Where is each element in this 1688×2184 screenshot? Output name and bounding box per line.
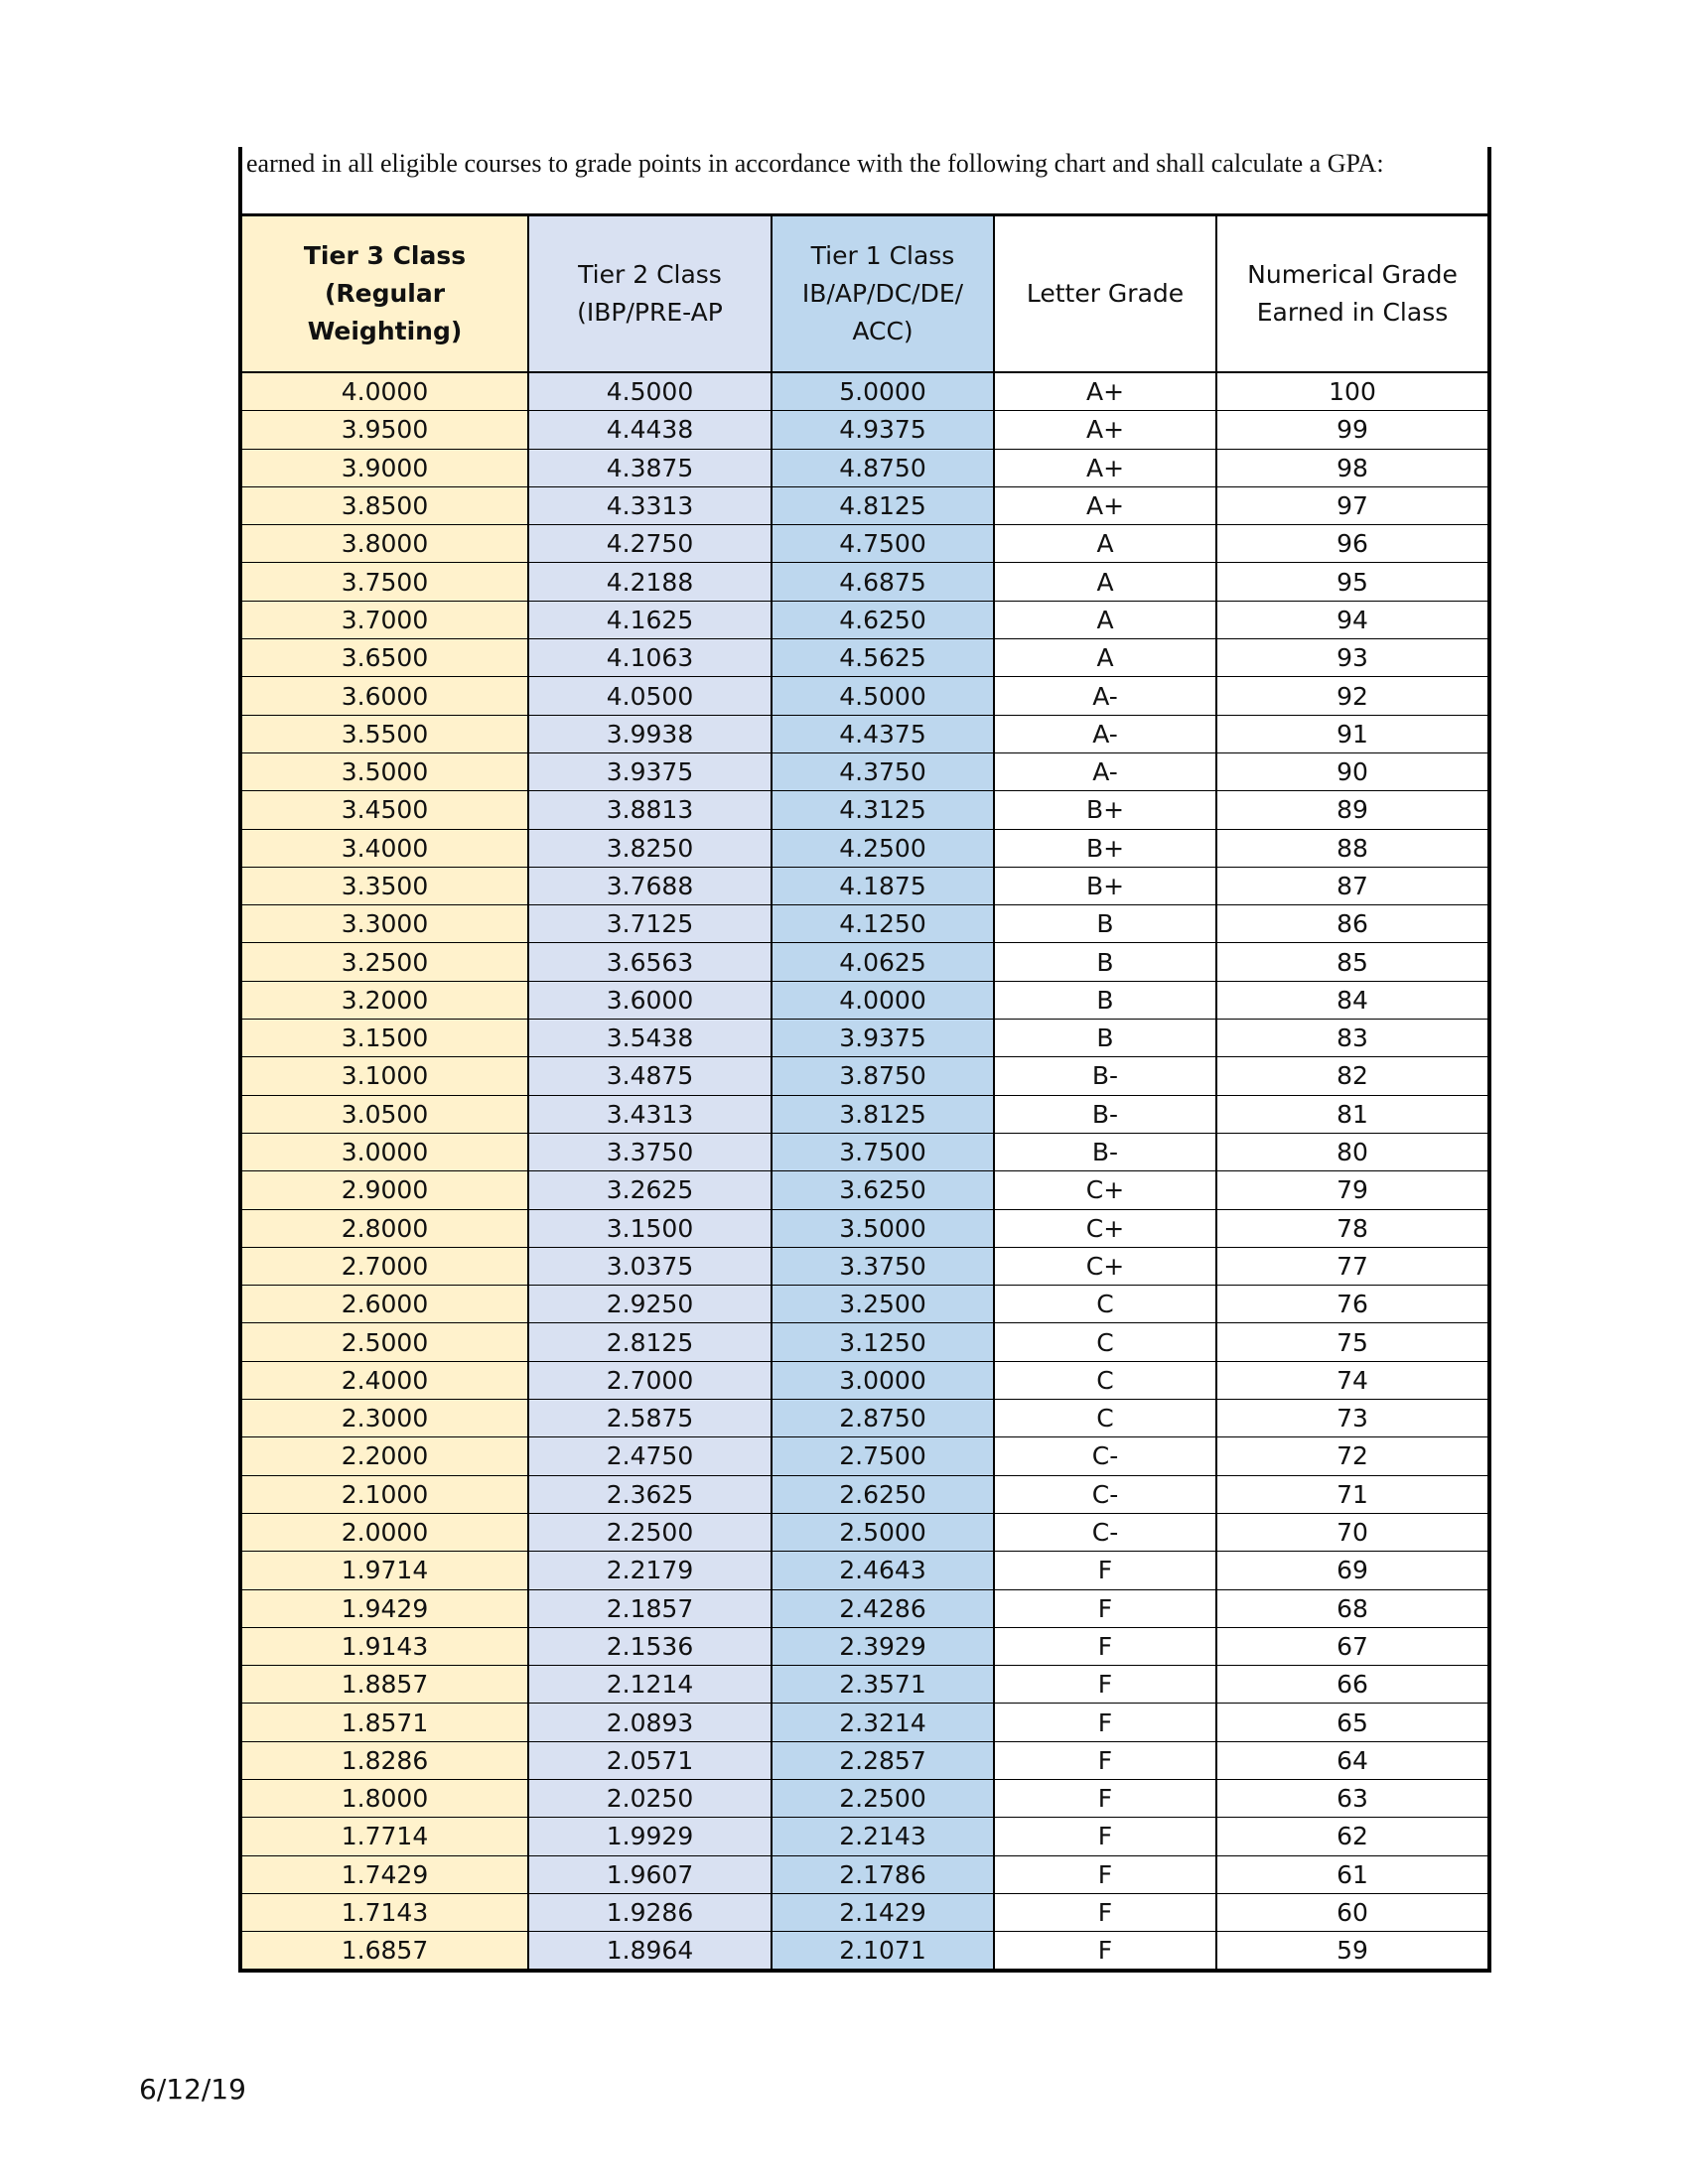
- tier1-value: 4.9375: [772, 411, 994, 449]
- tier2-value: 2.0571: [528, 1741, 772, 1779]
- tier2-value: 3.6000: [528, 981, 772, 1019]
- numerical-grade: 83: [1216, 1020, 1487, 1057]
- table-row: [242, 1286, 1487, 1323]
- tier2-value: 2.2179: [528, 1552, 772, 1589]
- tier2-value: 2.3625: [528, 1475, 772, 1513]
- tier3-value: 3.7500: [242, 563, 528, 601]
- tier1-value: 4.3750: [772, 752, 994, 790]
- letter-grade: A+: [994, 411, 1216, 449]
- numerical-grade: 88: [1216, 829, 1487, 867]
- footer-date: 6/12/19: [139, 2073, 246, 2106]
- numerical-grade: 62: [1216, 1818, 1487, 1855]
- letter-grade: F: [994, 1666, 1216, 1704]
- numerical-grade: 65: [1216, 1704, 1487, 1741]
- table-row: [242, 1400, 1487, 1437]
- letter-grade: C+: [994, 1209, 1216, 1247]
- tier3-value: 3.3500: [242, 867, 528, 904]
- tier1-value: 3.9375: [772, 1020, 994, 1057]
- tier1-value: 4.5000: [772, 677, 994, 715]
- tier2-value: 3.3750: [528, 1133, 772, 1170]
- tier1-value: 2.2143: [772, 1818, 994, 1855]
- table-row: [242, 1627, 1487, 1665]
- numerical-grade: 90: [1216, 752, 1487, 790]
- table-row: [242, 752, 1487, 790]
- table-row: [242, 525, 1487, 563]
- tier3-value: 2.9000: [242, 1171, 528, 1209]
- tier3-value: 1.9714: [242, 1552, 528, 1589]
- table-row: [242, 943, 1487, 981]
- tier2-value: 4.2188: [528, 563, 772, 601]
- letter-grade: F: [994, 1589, 1216, 1627]
- tier1-value: 3.7500: [772, 1133, 994, 1170]
- letter-grade: B-: [994, 1057, 1216, 1095]
- tier3-value: 2.4000: [242, 1361, 528, 1399]
- tier2-value: 4.3313: [528, 486, 772, 524]
- tier3-value: 1.8286: [242, 1741, 528, 1779]
- tier3-value: 2.5000: [242, 1323, 528, 1361]
- tier2-value: 4.0500: [528, 677, 772, 715]
- tier1-value: 3.6250: [772, 1171, 994, 1209]
- tier1-value: 4.5625: [772, 639, 994, 677]
- table-row: [242, 563, 1487, 601]
- tier2-value: 4.1625: [528, 601, 772, 638]
- tier3-value: 3.3000: [242, 905, 528, 943]
- tier3-value: 2.2000: [242, 1437, 528, 1475]
- table-row: [242, 1818, 1487, 1855]
- numerical-grade: 76: [1216, 1286, 1487, 1323]
- tier1-value: 2.4286: [772, 1589, 994, 1627]
- letter-grade: B: [994, 981, 1216, 1019]
- numerical-grade: 60: [1216, 1893, 1487, 1931]
- tier1-value: 4.1875: [772, 867, 994, 904]
- header-tier2: Tier 2 Class (IBP/PRE-AP: [528, 216, 772, 372]
- tier1-value: 5.0000: [772, 372, 994, 411]
- table-row: [242, 867, 1487, 904]
- tier1-value: 2.4643: [772, 1552, 994, 1589]
- tier3-value: 3.4500: [242, 791, 528, 829]
- tier3-value: 3.0500: [242, 1095, 528, 1133]
- tier3-value: 3.1000: [242, 1057, 528, 1095]
- table-row: [242, 1171, 1487, 1209]
- tier3-value: 1.7143: [242, 1893, 528, 1931]
- letter-grade: C: [994, 1286, 1216, 1323]
- numerical-grade: 77: [1216, 1247, 1487, 1285]
- letter-grade: B+: [994, 791, 1216, 829]
- tier3-value: 3.2000: [242, 981, 528, 1019]
- table-row: [242, 1779, 1487, 1817]
- numerical-grade: 73: [1216, 1400, 1487, 1437]
- letter-grade: C-: [994, 1475, 1216, 1513]
- letter-grade: F: [994, 1741, 1216, 1779]
- table-row: [242, 1209, 1487, 1247]
- letter-grade: F: [994, 1855, 1216, 1893]
- grade-points-table: [242, 216, 1487, 1973]
- letter-grade: A: [994, 639, 1216, 677]
- tier1-value: 4.8750: [772, 449, 994, 486]
- tier3-value: 3.5500: [242, 715, 528, 752]
- numerical-grade: 92: [1216, 677, 1487, 715]
- tier1-value: 2.3929: [772, 1627, 994, 1665]
- letter-grade: B: [994, 943, 1216, 981]
- numerical-grade: 74: [1216, 1361, 1487, 1399]
- tier1-value: 2.5000: [772, 1513, 994, 1551]
- tier1-value: 4.0000: [772, 981, 994, 1019]
- tier2-value: 3.9938: [528, 715, 772, 752]
- tier2-value: 3.6563: [528, 943, 772, 981]
- letter-grade: B-: [994, 1133, 1216, 1170]
- table-row: [242, 601, 1487, 638]
- numerical-grade: 72: [1216, 1437, 1487, 1475]
- tier2-value: 3.7688: [528, 867, 772, 904]
- tier2-value: 2.4750: [528, 1437, 772, 1475]
- header-numerical-grade: Numerical Grade Earned in Class: [1216, 216, 1487, 372]
- numerical-grade: 81: [1216, 1095, 1487, 1133]
- numerical-grade: 86: [1216, 905, 1487, 943]
- letter-grade: A: [994, 601, 1216, 638]
- numerical-grade: 100: [1216, 372, 1487, 411]
- numerical-grade: 97: [1216, 486, 1487, 524]
- tier2-value: 4.2750: [528, 525, 772, 563]
- tier1-value: 2.3214: [772, 1704, 994, 1741]
- numerical-grade: 93: [1216, 639, 1487, 677]
- tier3-value: 1.8571: [242, 1704, 528, 1741]
- tier3-value: 3.5000: [242, 752, 528, 790]
- tier2-value: 3.5438: [528, 1020, 772, 1057]
- tier1-value: 3.3750: [772, 1247, 994, 1285]
- tier2-value: 3.0375: [528, 1247, 772, 1285]
- tier1-value: 4.2500: [772, 829, 994, 867]
- numerical-grade: 63: [1216, 1779, 1487, 1817]
- tier1-value: 2.1071: [772, 1932, 994, 1972]
- tier2-value: 3.4313: [528, 1095, 772, 1133]
- numerical-grade: 64: [1216, 1741, 1487, 1779]
- tier1-value: 2.1786: [772, 1855, 994, 1893]
- table-row: [242, 1513, 1487, 1551]
- tier1-value: 2.6250: [772, 1475, 994, 1513]
- tier2-value: 2.5875: [528, 1400, 772, 1437]
- tier2-value: 3.9375: [528, 752, 772, 790]
- tier1-value: 4.6250: [772, 601, 994, 638]
- tier3-value: 1.6857: [242, 1932, 528, 1972]
- tier3-value: 3.9000: [242, 449, 528, 486]
- letter-grade: B: [994, 905, 1216, 943]
- numerical-grade: 85: [1216, 943, 1487, 981]
- table-row: [242, 1741, 1487, 1779]
- letter-grade: A+: [994, 486, 1216, 524]
- table-row: [242, 905, 1487, 943]
- tier3-value: 3.1500: [242, 1020, 528, 1057]
- letter-grade: C: [994, 1361, 1216, 1399]
- letter-grade: F: [994, 1627, 1216, 1665]
- letter-grade: C: [994, 1323, 1216, 1361]
- table-row: [242, 486, 1487, 524]
- table-row: [242, 1932, 1487, 1972]
- table-row: [242, 1057, 1487, 1095]
- tier2-value: 1.9286: [528, 1893, 772, 1931]
- table-row: [242, 829, 1487, 867]
- tier1-value: 4.4375: [772, 715, 994, 752]
- tier1-value: 2.2857: [772, 1741, 994, 1779]
- numerical-grade: 59: [1216, 1932, 1487, 1972]
- letter-grade: A+: [994, 449, 1216, 486]
- table-row: [242, 715, 1487, 752]
- table-row: [242, 1133, 1487, 1170]
- tier1-value: 4.6875: [772, 563, 994, 601]
- table-row: [242, 981, 1487, 1019]
- letter-grade: C: [994, 1400, 1216, 1437]
- tier1-value: 4.0625: [772, 943, 994, 981]
- letter-grade: F: [994, 1704, 1216, 1741]
- tier2-value: 4.3875: [528, 449, 772, 486]
- table-row: [242, 1020, 1487, 1057]
- tier3-value: 3.0000: [242, 1133, 528, 1170]
- letter-grade: A-: [994, 677, 1216, 715]
- table-row: [242, 372, 1487, 411]
- numerical-grade: 89: [1216, 791, 1487, 829]
- letter-grade: B: [994, 1020, 1216, 1057]
- tier3-value: 3.9500: [242, 411, 528, 449]
- letter-grade: B+: [994, 867, 1216, 904]
- numerical-grade: 66: [1216, 1666, 1487, 1704]
- tier1-value: 2.8750: [772, 1400, 994, 1437]
- tier3-value: 1.9429: [242, 1589, 528, 1627]
- letter-grade: F: [994, 1818, 1216, 1855]
- numerical-grade: 78: [1216, 1209, 1487, 1247]
- header-letter-grade: Letter Grade: [994, 216, 1216, 372]
- table-row: [242, 677, 1487, 715]
- table-row: [242, 1361, 1487, 1399]
- table-row: [242, 1437, 1487, 1475]
- tier1-value: 3.8750: [772, 1057, 994, 1095]
- table-row: [242, 791, 1487, 829]
- tier2-value: 2.2500: [528, 1513, 772, 1551]
- table-row: [242, 1855, 1487, 1893]
- tier2-value: 3.7125: [528, 905, 772, 943]
- tier1-value: 3.2500: [772, 1286, 994, 1323]
- tier1-value: 3.5000: [772, 1209, 994, 1247]
- letter-grade: F: [994, 1932, 1216, 1972]
- intro-paragraph: earned in all eligible courses to grade points in accordance with the following chart and shall calculate a GPA:: [242, 147, 1487, 216]
- tier3-value: 2.3000: [242, 1400, 528, 1437]
- tier3-value: 3.6000: [242, 677, 528, 715]
- letter-grade: A-: [994, 752, 1216, 790]
- tier3-value: 1.8000: [242, 1779, 528, 1817]
- tier1-value: 3.8125: [772, 1095, 994, 1133]
- numerical-grade: 69: [1216, 1552, 1487, 1589]
- tier2-value: 4.5000: [528, 372, 772, 411]
- table-row: [242, 1893, 1487, 1931]
- header-tier3: Tier 3 Class (Regular Weighting): [242, 216, 528, 372]
- tier2-value: 2.0250: [528, 1779, 772, 1817]
- letter-grade: A: [994, 525, 1216, 563]
- tier2-value: 3.1500: [528, 1209, 772, 1247]
- table-header-row: [242, 216, 1487, 372]
- tier2-value: 2.8125: [528, 1323, 772, 1361]
- tier2-value: 4.4438: [528, 411, 772, 449]
- table-row: [242, 1666, 1487, 1704]
- numerical-grade: 79: [1216, 1171, 1487, 1209]
- tier3-value: 2.8000: [242, 1209, 528, 1247]
- tier2-value: 2.0893: [528, 1704, 772, 1741]
- tier1-value: 2.7500: [772, 1437, 994, 1475]
- tier1-value: 2.3571: [772, 1666, 994, 1704]
- tier2-value: 1.9607: [528, 1855, 772, 1893]
- tier1-value: 4.8125: [772, 486, 994, 524]
- letter-grade: B-: [994, 1095, 1216, 1133]
- letter-grade: B+: [994, 829, 1216, 867]
- numerical-grade: 71: [1216, 1475, 1487, 1513]
- tier3-value: 2.7000: [242, 1247, 528, 1285]
- numerical-grade: 70: [1216, 1513, 1487, 1551]
- tier2-value: 2.1536: [528, 1627, 772, 1665]
- numerical-grade: 98: [1216, 449, 1487, 486]
- letter-grade: C-: [994, 1513, 1216, 1551]
- numerical-grade: 91: [1216, 715, 1487, 752]
- tier1-value: 2.1429: [772, 1893, 994, 1931]
- tier2-value: 2.7000: [528, 1361, 772, 1399]
- tier3-value: 3.6500: [242, 639, 528, 677]
- tier2-value: 1.8964: [528, 1932, 772, 1972]
- tier3-value: 1.7429: [242, 1855, 528, 1893]
- numerical-grade: 87: [1216, 867, 1487, 904]
- tier3-value: 3.8000: [242, 525, 528, 563]
- tier1-value: 2.2500: [772, 1779, 994, 1817]
- tier1-value: 4.3125: [772, 791, 994, 829]
- numerical-grade: 68: [1216, 1589, 1487, 1627]
- tier2-value: 3.8813: [528, 791, 772, 829]
- table-body: [242, 372, 1487, 1971]
- table-row: [242, 639, 1487, 677]
- tier1-value: 4.7500: [772, 525, 994, 563]
- table-row: [242, 1323, 1487, 1361]
- numerical-grade: 75: [1216, 1323, 1487, 1361]
- table-row: [242, 1589, 1487, 1627]
- tier3-value: 3.8500: [242, 486, 528, 524]
- letter-grade: C+: [994, 1171, 1216, 1209]
- tier2-value: 3.8250: [528, 829, 772, 867]
- letter-grade: F: [994, 1893, 1216, 1931]
- tier3-value: 3.7000: [242, 601, 528, 638]
- letter-grade: A-: [994, 715, 1216, 752]
- tier2-value: 2.9250: [528, 1286, 772, 1323]
- numerical-grade: 94: [1216, 601, 1487, 638]
- tier2-value: 2.1857: [528, 1589, 772, 1627]
- tier3-value: 1.8857: [242, 1666, 528, 1704]
- tier1-value: 3.0000: [772, 1361, 994, 1399]
- tier3-value: 2.6000: [242, 1286, 528, 1323]
- table-row: [242, 411, 1487, 449]
- table-row: [242, 1095, 1487, 1133]
- tier2-value: 2.1214: [528, 1666, 772, 1704]
- numerical-grade: 82: [1216, 1057, 1487, 1095]
- numerical-grade: 80: [1216, 1133, 1487, 1170]
- letter-grade: C+: [994, 1247, 1216, 1285]
- numerical-grade: 95: [1216, 563, 1487, 601]
- table-row: [242, 1552, 1487, 1589]
- tier3-value: 2.1000: [242, 1475, 528, 1513]
- tier3-value: 3.4000: [242, 829, 528, 867]
- tier1-value: 4.1250: [772, 905, 994, 943]
- tier3-value: 1.7714: [242, 1818, 528, 1855]
- tier2-value: 3.2625: [528, 1171, 772, 1209]
- tier3-value: 3.2500: [242, 943, 528, 981]
- tier3-value: 4.0000: [242, 372, 528, 411]
- numerical-grade: 96: [1216, 525, 1487, 563]
- table-row: [242, 1247, 1487, 1285]
- table-row: [242, 1704, 1487, 1741]
- numerical-grade: 99: [1216, 411, 1487, 449]
- letter-grade: C-: [994, 1437, 1216, 1475]
- tier2-value: 1.9929: [528, 1818, 772, 1855]
- tier3-value: 2.0000: [242, 1513, 528, 1551]
- header-tier1: Tier 1 Class IB/AP/DC/DE/ ACC): [772, 216, 994, 372]
- letter-grade: F: [994, 1779, 1216, 1817]
- tier2-value: 4.1063: [528, 639, 772, 677]
- letter-grade: F: [994, 1552, 1216, 1589]
- table-row: [242, 1475, 1487, 1513]
- table-row: [242, 449, 1487, 486]
- tier2-value: 3.4875: [528, 1057, 772, 1095]
- letter-grade: A+: [994, 372, 1216, 411]
- numerical-grade: 61: [1216, 1855, 1487, 1893]
- tier1-value: 3.1250: [772, 1323, 994, 1361]
- letter-grade: A: [994, 563, 1216, 601]
- numerical-grade: 67: [1216, 1627, 1487, 1665]
- numerical-grade: 84: [1216, 981, 1487, 1019]
- grade-conversion-section: [238, 147, 1491, 1973]
- tier3-value: 1.9143: [242, 1627, 528, 1665]
